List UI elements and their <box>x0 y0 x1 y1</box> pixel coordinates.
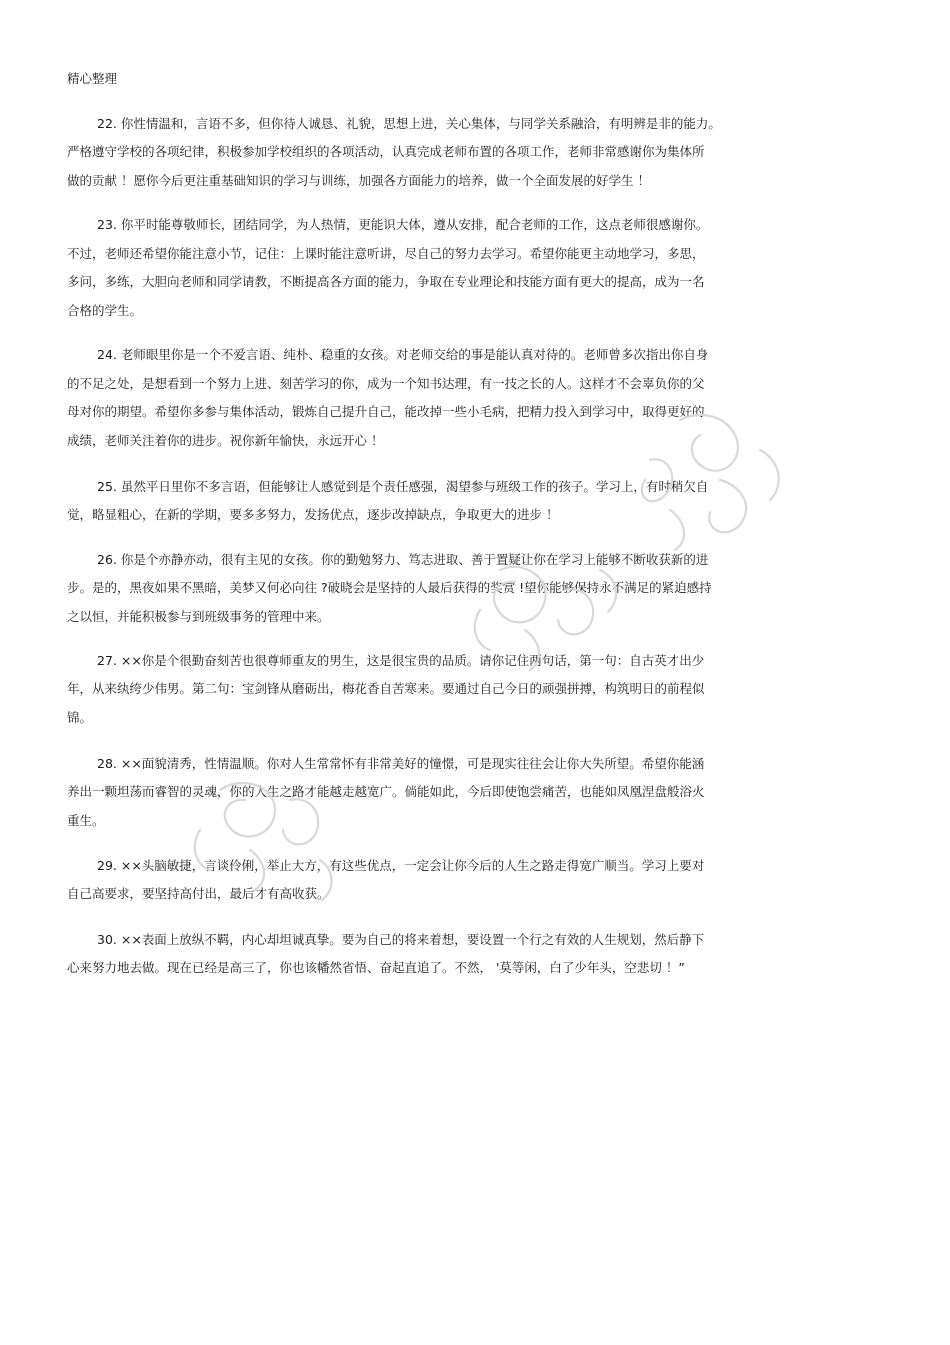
entry-line: 27. ××你是个很勤奋刻苦也很尊师重友的男生，这是很宝贵的品质。请你记住两句话，第一句：自古英才出少 <box>97 653 705 668</box>
entry-line: 24. 老师眼里你是一个不爱言语、纯朴、稳重的女孩。对老师交给的事是能认真对待的。老师曾多次指出你自身 <box>97 347 709 362</box>
entry-line: 年，从来纨绔少伟男。第二句：宝剑锋从磨砺出，梅花香自苦寒来。要通过自己今日的顽强拼搏，构筑明日的前程似 <box>67 681 705 696</box>
entry-line: 做的贡献 ！愿你今后更注重基础知识的学习与训练，加强各方面能力的培养，做一个全面发展的好学生 ！ <box>67 173 650 188</box>
entry-line: 23. 你平时能尊敬师长，团结同学，为人热情，更能识大体，遵从安排，配合老师的工作，这点老师很感谢你。 <box>97 217 709 232</box>
entry-line: 步。是的，黑夜如果不黑暗，美梦又何必向往 ?破晓会是坚持的人最后获得的奖赏 !望你能够保持永不满足的紧迫感持 <box>67 580 712 595</box>
entry-line: 严格遵守学校的各项纪律，积极参加学校组织的各项活动，认真完成老师布置的各项工作，老师非常感谢你为集体所 <box>67 144 705 159</box>
entry-line: 自己高要求，要坚持高付出，最后才有高收获。 <box>67 886 330 901</box>
entry-line: 25. 虽然平日里你不多言语，但能够让人感觉到是个责任感强，渴望参与班级工作的孩子。学习上，有时稍欠自 <box>97 479 709 494</box>
page-header-label: 精心整理 <box>67 71 118 86</box>
entry-line: 29. ××头脑敏捷，言谈伶俐，举止大方，有这些优点，一定会让你今后的人生之路走得宽广顺当。学习上要对 <box>97 858 705 873</box>
entry-line: 养出一颗坦荡而睿智的灵魂，你的人生之路才能越走越宽广。倘能如此，今后即使饱尝痛苦，也能如凤凰涅盘般浴火 <box>67 784 705 799</box>
entry-line: 母对你的期望。希望你多参与集体活动，锻炼自己提升自己，能改掉一些小毛病，把精力投入到学习中，取得更好的 <box>67 404 705 419</box>
entry-line: 合格的学生。 <box>67 303 143 318</box>
entry-line: 成绩，老师关注着你的进步。祝你新年愉快，永远开心 ！ <box>67 433 384 448</box>
entry-line: 重生。 <box>67 813 105 828</box>
entry-line: 28. ××面貌清秀，性情温顺。你对人生常常怀有非常美好的憧憬，可是现实往往会让你大失所望。希望你能涵 <box>97 756 705 771</box>
entry-line: 锦。 <box>67 710 93 725</box>
entry-line: 不过，老师还希望你能注意小节，记住：上课时能注意听讲，尽自己的努力去学习。希望你能更主动地学习，多思， <box>67 246 705 261</box>
entry-line: 觉，略显粗心，在新的学期，要多多努力，发扬优点，逐步改掉缺点，争取更大的进步 ！ <box>67 507 559 522</box>
entry-line: 26. 你是个亦静亦动，很有主见的女孩。你的勤勉努力、笃志进取、善于置疑让你在学习上能够不断收获新的进 <box>97 552 709 567</box>
entry-line: 的不足之处，是想看到一个努力上进、刻苦学习的你，成为一个知书达理，有一技之长的人。这样才不会辜负你的父 <box>67 376 705 391</box>
entry-line: 30. ××表面上放纵不羁，内心却坦诚真挚。要为自己的将来着想，要设置一个行之有效的人生规划，然后静下 <box>97 932 705 947</box>
entry-line: 22. 你性情温和，言语不多，但你待人诚恳、礼貌，思想上进，关心集体，与同学关系融洽，有明辨是非的能力。 <box>97 116 721 131</box>
entry-line: 多问，多练，大胆向老师和同学请教，不断提高各方面的能力，争取在专业理论和技能方面有更大的提高，成为一名 <box>67 274 705 289</box>
entry-line: 之以恒，并能积极参与到班级事务的管理中来。 <box>67 609 330 624</box>
entry-line: 心来努力地去做。现在已经是高三了，你也该幡然省悟、奋起直追了。不然， '莫等闲，白了少年头，空悲切 ！” <box>67 960 685 975</box>
